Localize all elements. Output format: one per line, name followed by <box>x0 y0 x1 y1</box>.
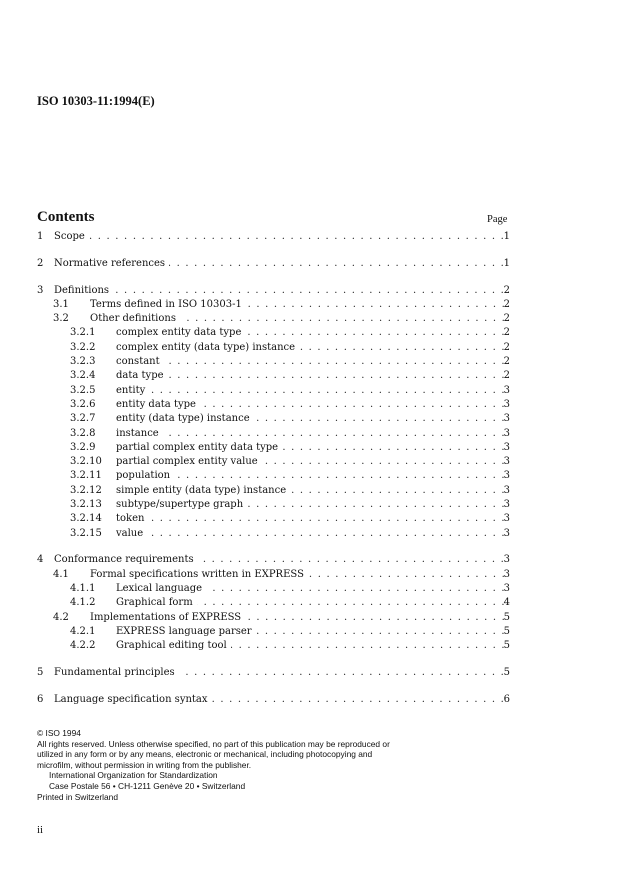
copyright-line: © ISO 1994 <box>37 728 81 738</box>
toc-entry-title: Language specification syntax . . . <box>54 693 507 707</box>
toc-entry[interactable] <box>0 568 625 582</box>
toc-entry-number: 3.2.14 <box>70 513 102 525</box>
toc-entry-number: 4.2 <box>53 611 69 623</box>
toc-entry[interactable] <box>0 625 625 639</box>
toc-entry-number: 3.2.13 <box>70 499 102 511</box>
toc-entry-page: 1 <box>503 257 510 269</box>
toc-entry-number: 4.1 <box>53 568 69 580</box>
document-header: ISO 10303-11:1994(E) <box>37 94 155 108</box>
toc-entry-number: 3.2.15 <box>70 527 102 539</box>
toc-entry-page: 3 <box>503 398 510 410</box>
toc-entry-page: 3 <box>503 456 510 468</box>
toc-entry-page: 3 <box>503 499 510 511</box>
toc-entry-title: Formal specifications written in EXPRESS . . . <box>90 568 507 582</box>
organization-name: International Organization for Standardization <box>49 770 218 781</box>
toc-entry[interactable] <box>0 369 625 383</box>
toc-entry-page: 2 <box>503 356 510 368</box>
toc-entry-number: 3.2.8 <box>70 427 96 439</box>
toc-entry[interactable] <box>0 398 625 412</box>
toc-entry-number: 3.2.4 <box>70 370 96 382</box>
toc-entry[interactable] <box>0 230 625 244</box>
toc-entry-title: complex entity (data type) instance . . . <box>116 341 507 355</box>
toc-entry-title: Graphical editing tool . . . <box>116 639 507 653</box>
toc-entry-number: 3.2.6 <box>70 398 96 410</box>
toc-entry-number: 2 <box>37 257 44 269</box>
toc-entry-page: 5 <box>503 611 510 623</box>
copyright-notice <box>37 728 397 802</box>
toc-entry-page: 2 <box>503 370 510 382</box>
toc-entry-page: 3 <box>503 441 510 453</box>
toc-entry-title: EXPRESS language parser . . . <box>116 625 507 639</box>
toc-entry[interactable] <box>0 355 625 369</box>
toc-entry-page: 2 <box>503 284 510 296</box>
toc-entry-number: 3.2.10 <box>70 456 102 468</box>
toc-entry-page: 5 <box>503 640 510 652</box>
toc-entry-title: instance . . . <box>116 427 507 441</box>
toc-entry-number: 3.2 <box>53 313 69 325</box>
toc-entry-page: 3 <box>503 554 510 566</box>
toc-entry-page: 3 <box>503 527 510 539</box>
toc-entry-page: 3 <box>503 413 510 425</box>
toc-entry-title: partial complex entity data type . . . <box>116 441 507 455</box>
toc-entry-title: entity (data type) instance . . . <box>116 412 507 426</box>
toc-entry[interactable] <box>0 427 625 441</box>
toc-entry-page: 4 <box>503 597 510 609</box>
toc-entry-number: 3.2.11 <box>70 470 102 482</box>
toc-entry-title: Normative references . . . <box>54 257 507 271</box>
toc-entry-title: data type . . . <box>116 369 507 383</box>
toc-entry-title: Fundamental principles . . . <box>54 666 507 680</box>
toc-entry[interactable] <box>0 298 625 312</box>
toc-entry-title: constant . . . <box>116 355 507 369</box>
toc-entry[interactable] <box>0 527 625 541</box>
toc-entry-number: 5 <box>37 667 44 679</box>
toc-entry-number: 3.2.7 <box>70 413 96 425</box>
toc-entry-title: partial complex entity value . . . <box>116 455 507 469</box>
toc-entry-number: 3.2.5 <box>70 384 96 396</box>
toc-entry-title: Conformance requirements . . . <box>54 553 507 567</box>
toc-entry-number: 3 <box>37 284 44 296</box>
table-of-contents <box>0 230 625 707</box>
toc-entry-page: 5 <box>503 667 510 679</box>
toc-entry[interactable] <box>0 484 625 498</box>
toc-entry-title: Other definitions . . . <box>90 312 507 326</box>
toc-entry[interactable] <box>0 498 625 512</box>
toc-entry-page: 3 <box>503 384 510 396</box>
toc-entry-number: 4.2.2 <box>70 640 96 652</box>
toc-entry-page: 3 <box>503 484 510 496</box>
toc-entry[interactable] <box>0 312 625 326</box>
toc-entry-number: 3.2.3 <box>70 356 96 368</box>
toc-entry-title: subtype/supertype graph . . . <box>116 498 507 512</box>
toc-entry-title: population . . . <box>116 469 507 483</box>
toc-entry-page: 2 <box>503 298 510 310</box>
toc-entry[interactable] <box>0 596 625 610</box>
page-number: ii <box>37 824 44 836</box>
toc-entry-number: 3.2.2 <box>70 341 96 353</box>
toc-entry-number: 6 <box>37 693 44 705</box>
printed-in: Printed in Switzerland <box>37 791 118 802</box>
toc-entry[interactable] <box>0 284 625 298</box>
toc-entry-title: entity data type . . . <box>116 398 507 412</box>
contents-title: Contents <box>37 209 95 225</box>
rights-text-line-2: utilized in any form or by any means, electronic or mechanical, including photocopying and <box>37 749 373 760</box>
toc-entry-title: Scope . . . <box>54 230 507 244</box>
toc-entry-number: 3.2.12 <box>70 484 102 496</box>
toc-entry[interactable] <box>0 611 625 625</box>
toc-entry[interactable] <box>0 639 625 653</box>
toc-entry-title: Implementations of EXPRESS . . . <box>90 611 507 625</box>
page-column-label: Page <box>487 214 508 225</box>
organization-address: Case Postale 56 • CH-1211 Genève 20 • Switzerland <box>49 780 246 791</box>
toc-entry-page: 3 <box>503 513 510 525</box>
toc-entry-page: 2 <box>503 341 510 353</box>
toc-entry[interactable] <box>0 257 625 271</box>
toc-entry[interactable] <box>0 441 625 455</box>
rights-text-line-3: microfilm, without permission in writing from the publisher. <box>37 759 252 770</box>
toc-entry-title: entity . . . <box>116 384 507 398</box>
toc-entry-title: token . . . <box>116 512 507 526</box>
toc-entry-number: 3.1 <box>53 298 69 310</box>
toc-entry[interactable] <box>0 384 625 398</box>
toc-entry-number: 3.2.1 <box>70 327 96 339</box>
toc-entry-title: value . . . <box>116 527 507 541</box>
toc-entry-title: simple entity (data type) instance . . . <box>116 484 507 498</box>
toc-entry-number: 4.1.1 <box>70 583 96 595</box>
toc-entry-number: 4.2.1 <box>70 625 96 637</box>
toc-entry[interactable] <box>0 469 625 483</box>
toc-entry-title: Definitions . . . <box>54 284 507 298</box>
toc-entry[interactable] <box>0 582 625 596</box>
toc-entry[interactable] <box>0 553 625 567</box>
toc-entry-page: 3 <box>503 470 510 482</box>
toc-entry-title: Graphical form . . . <box>116 596 507 610</box>
toc-entry-page: 5 <box>503 625 510 637</box>
toc-entry[interactable] <box>0 693 625 707</box>
rights-text-line-1: All rights reserved. Unless otherwise specified, no part of this publication may be reproduced or <box>37 738 390 749</box>
toc-entry-number: 4 <box>37 554 44 566</box>
toc-entry[interactable] <box>0 412 625 426</box>
toc-entry-number: 1 <box>37 231 44 242</box>
toc-entry[interactable] <box>0 455 625 469</box>
toc-entry-page: 3 <box>503 568 510 580</box>
toc-entry-title: complex entity data type . . . <box>116 326 507 340</box>
toc-entry-page: 2 <box>503 327 510 339</box>
toc-entry-page: 2 <box>503 313 510 325</box>
toc-entry-page: 3 <box>503 583 510 595</box>
toc-entry-number: 4.1.2 <box>70 597 96 609</box>
toc-entry-page: 1 <box>503 231 510 242</box>
toc-entry[interactable] <box>0 326 625 340</box>
toc-entry[interactable] <box>0 341 625 355</box>
toc-entry-title: Terms defined in ISO 10303-1 . . . <box>90 298 507 312</box>
toc-entry-number: 3.2.9 <box>70 441 96 453</box>
toc-entry-title: Lexical language . . . <box>116 582 507 596</box>
toc-entry-page: 3 <box>503 427 510 439</box>
toc-entry[interactable] <box>0 666 625 680</box>
toc-entry[interactable] <box>0 512 625 526</box>
toc-entry-page: 6 <box>503 693 510 705</box>
